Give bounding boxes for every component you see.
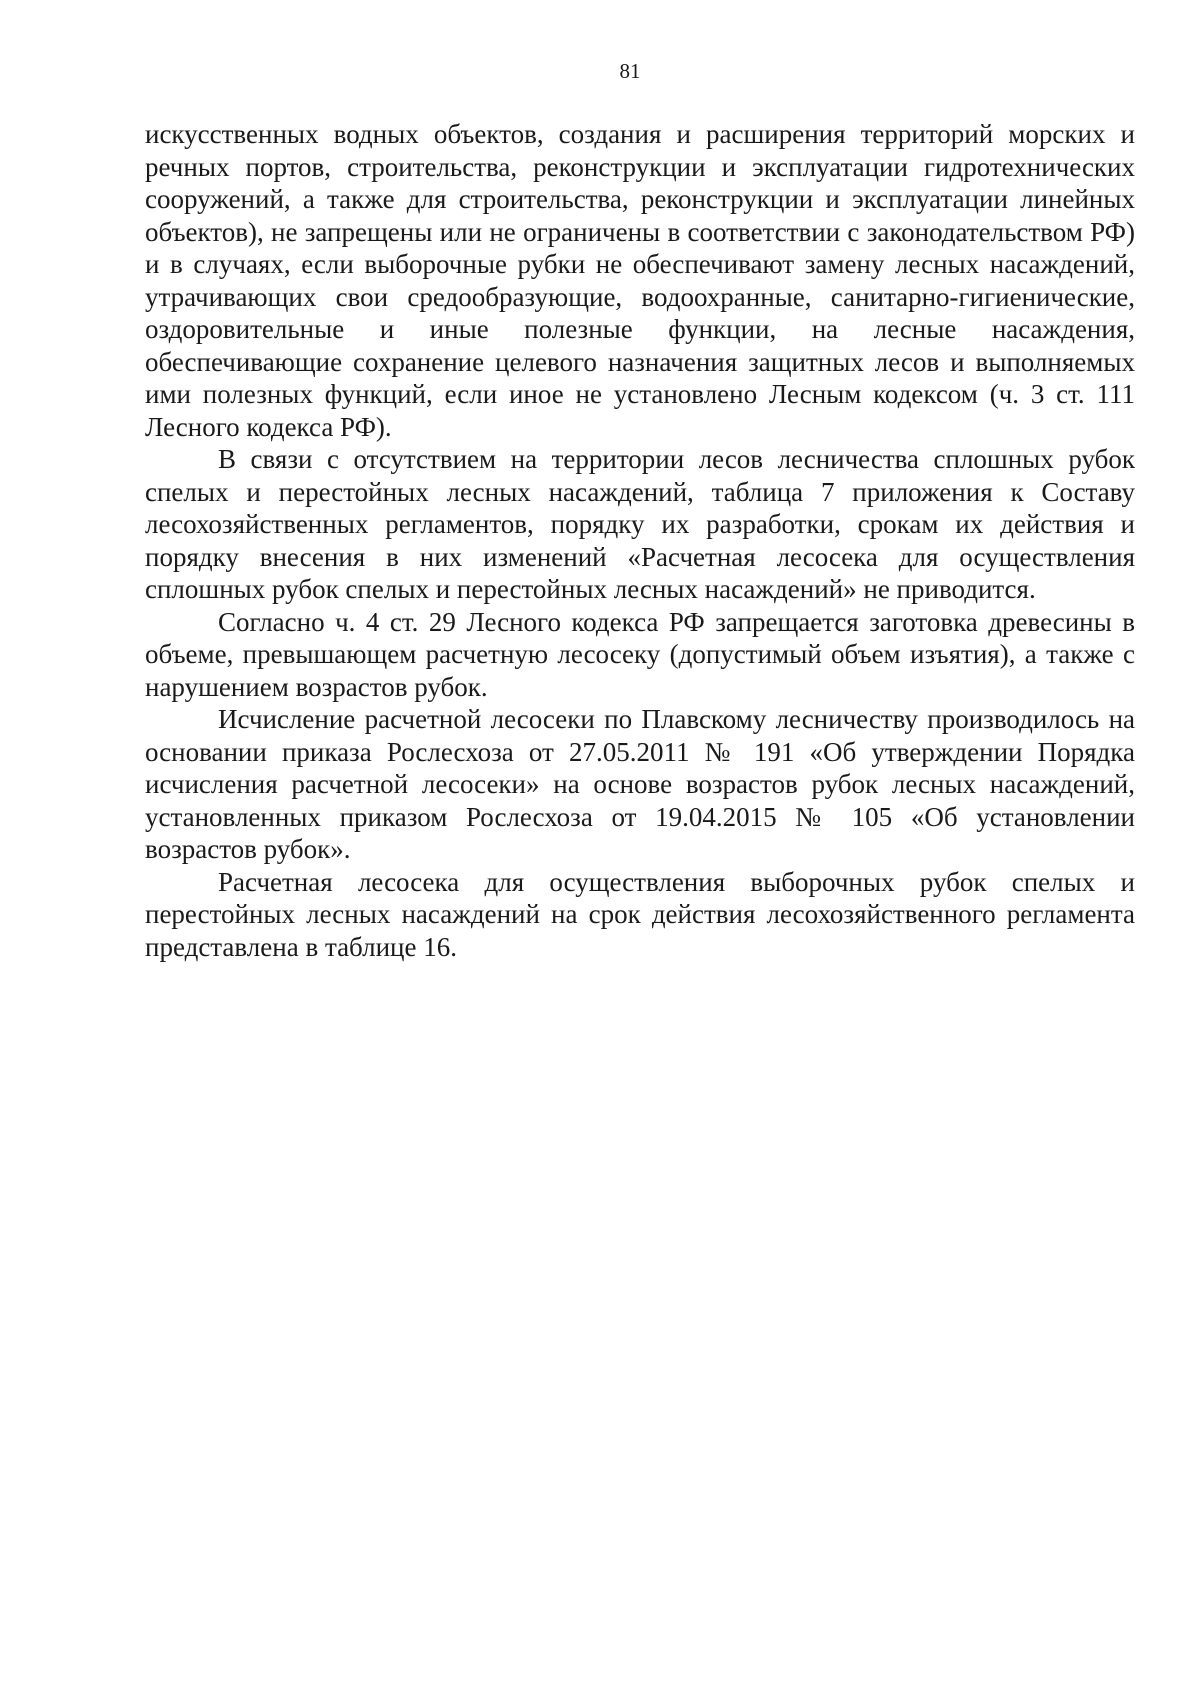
- paragraph-continued: искусственных водных объектов, создания и расширения территорий морских и речных портов, строительства, реконструкции и эксплуатации гидротехнических сооружений, а также для строительства, реконструкции и эксплуатации линейных объектов), не запрещены или не ограничены в соответствии с законодательством РФ) и в случаях, если выборочные рубки не обеспечивают замену лесных насаждений, утрачивающих свои средообразующие, водоохранные, санитарно-гигиенические, оздоровительные и иные полезные функции, на лесные насаждения, обеспечивающие сохранение целевого назначения защитных лесов и выполняемых ими полезных функций, если иное не установлено Лесным кодексом (ч. 3 ст. 111 Лесного кодекса РФ).: [145, 119, 1135, 442]
- page-number: 81: [619, 59, 641, 83]
- paragraph-clearcut-table-note: В связи с отсутствием на территории лесов лесничества сплошных рубок спелых и перестойных лесных насаждений, таблица 7 приложения к Составу лесохозяйственных регламентов, порядку их разработки, срокам их действия и порядку внесения в них изменений «Расчетная лесосека для осуществления сплошных рубок спелых и перестойных лесных насаждений» не приводится.: [145, 444, 1135, 604]
- body-text: [145, 118, 1135, 963]
- paragraph-calculation-basis: Исчисление расчетной лесосеки по Плавскому лесничеству производилось на основании приказа Рослесхоза от 27.05.2011 № 191 «Об утверждении Порядка исчисления расчетной лесосеки» на основе возрастов рубок лесных насаждений, установленных приказом Рослесхоза от 19.04.2015 № 105 «Об установлении возрастов рубок».: [145, 704, 1135, 864]
- paragraph-harvest-restriction: Согласно ч. 4 ст. 29 Лесного кодекса РФ запрещается заготовка древесины в объеме, превышающем расчетную лесосеку (допустимый объем изъятия), а также с нарушением возрастов рубок.: [145, 606, 1135, 702]
- paragraph-table-reference: Расчетная лесосека для осуществления выборочных рубок спелых и перестойных лесных насаждений на срок действия лесохозяйственного регламента представлена в таблице 16.: [145, 866, 1135, 962]
